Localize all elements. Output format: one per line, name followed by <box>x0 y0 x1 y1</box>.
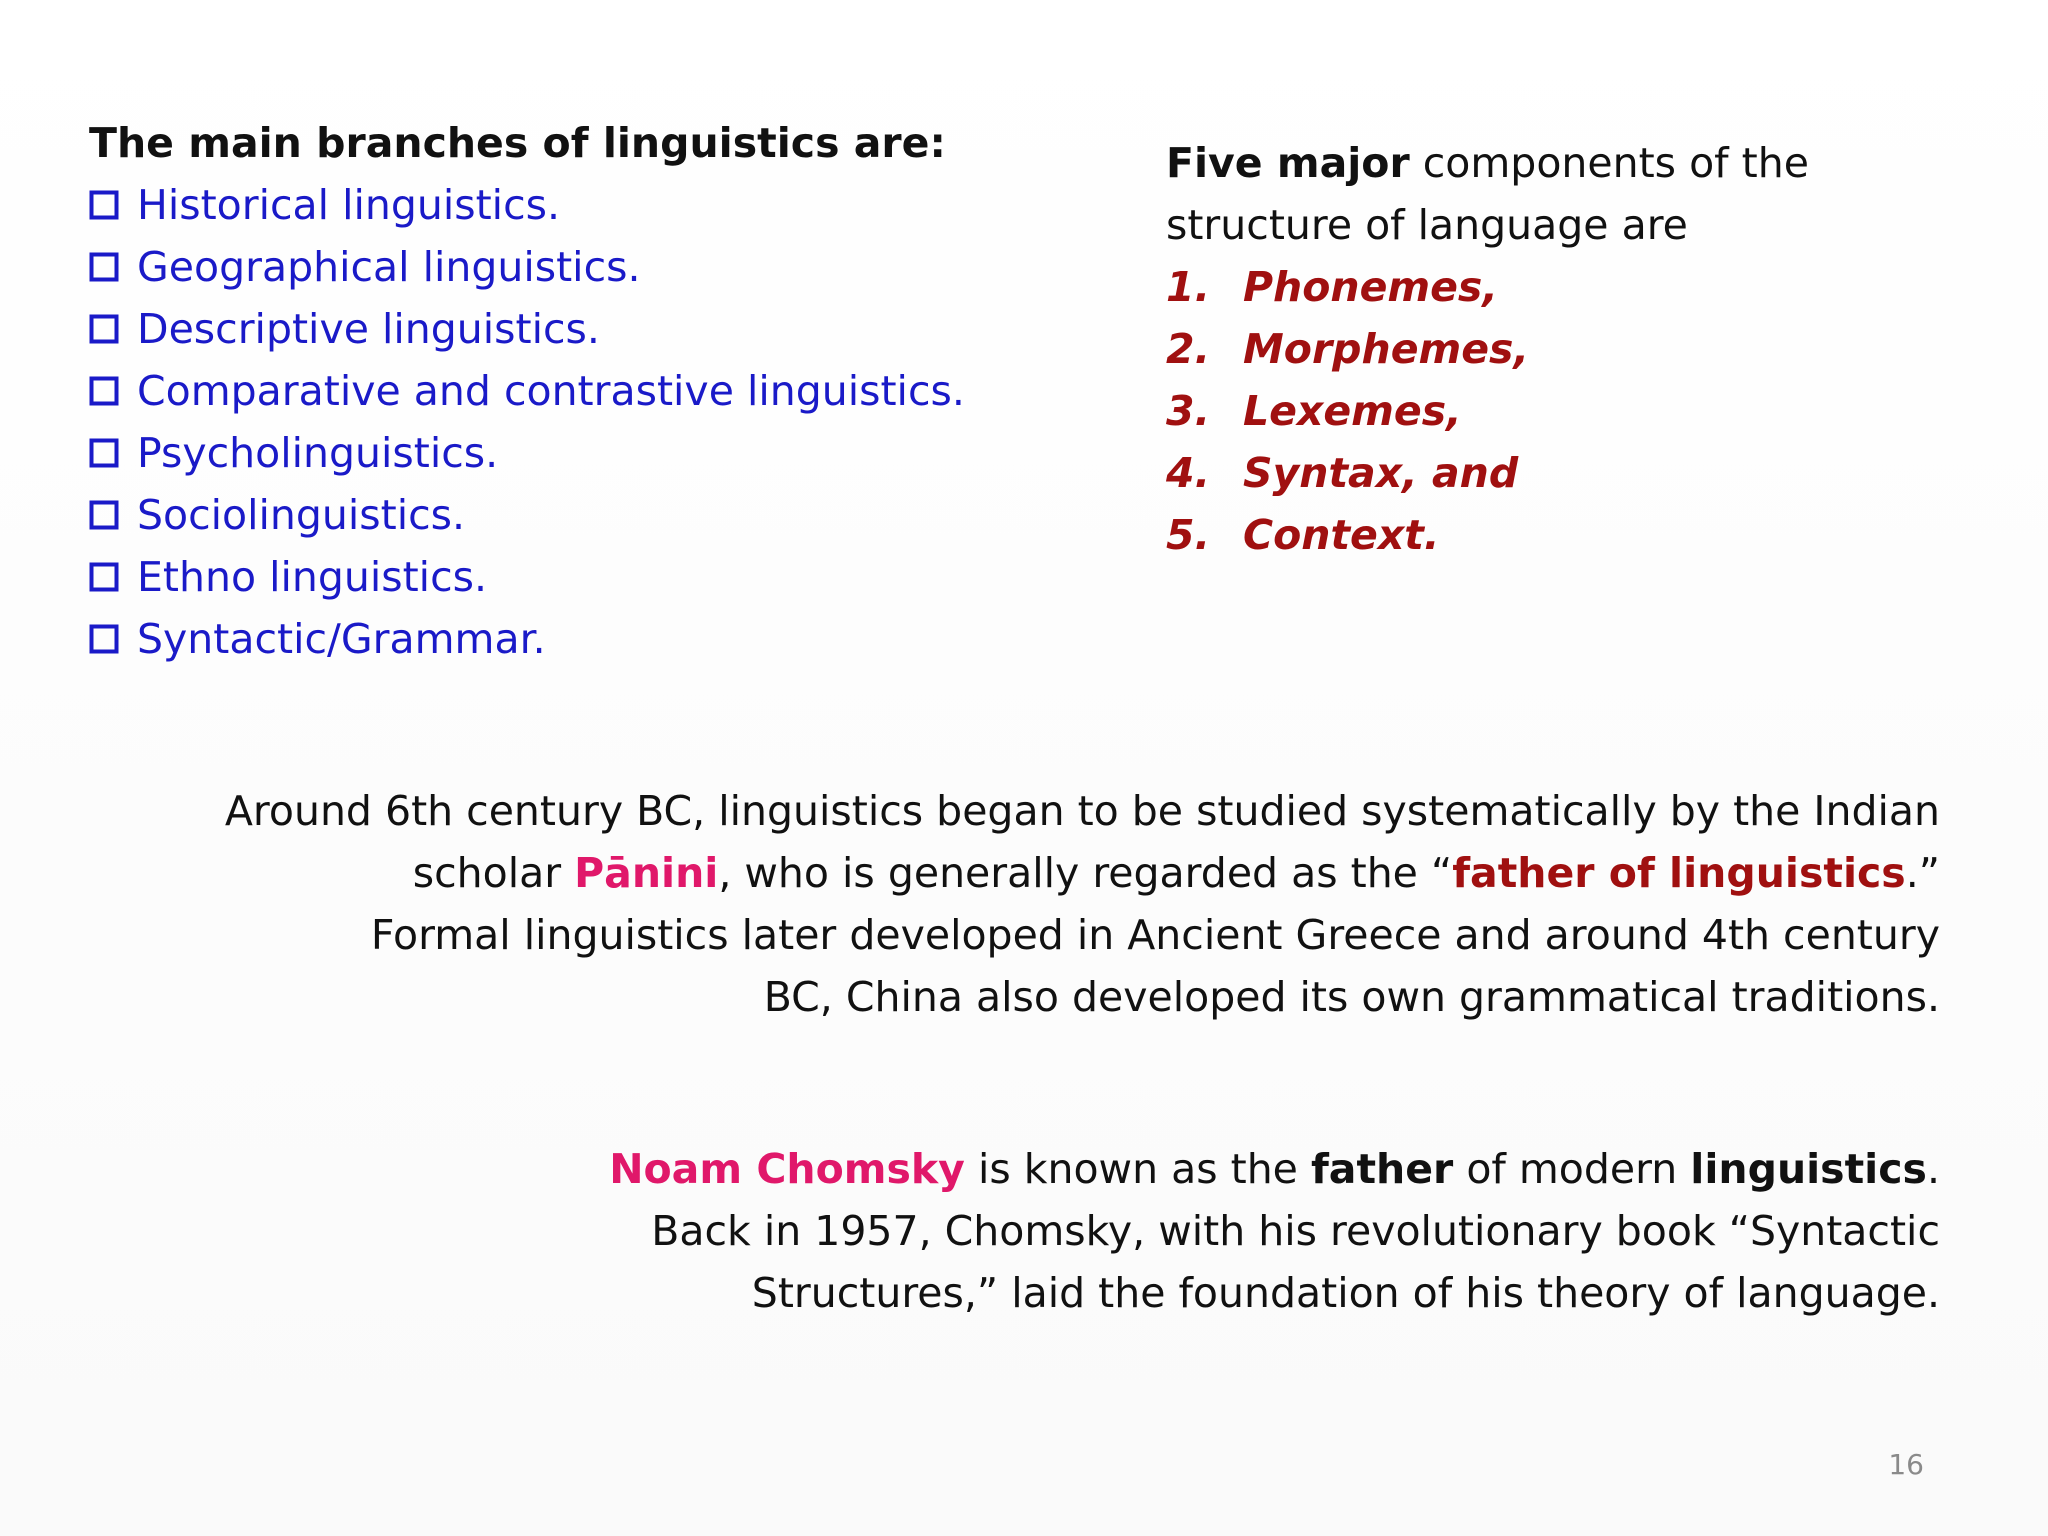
list-item <box>89 546 1049 608</box>
checkbox-square-icon <box>89 438 119 468</box>
list-item <box>89 236 1049 298</box>
chomsky-line-2: Back in 1957, Chomsky, with his revolutionary book “Syntactic <box>651 1207 1940 1255</box>
list-item <box>1166 256 1926 318</box>
component-label: Syntax, and <box>1243 449 1519 497</box>
list-item <box>89 298 1049 360</box>
components-intro <box>1166 132 1926 256</box>
component-number: 5. <box>1166 511 1211 559</box>
history-line-1: Around 6th century BC, linguistics began to be studied systematically by the Indian <box>224 787 1940 835</box>
component-label: Lexemes, <box>1243 387 1462 435</box>
checkbox-square-icon <box>89 562 119 592</box>
chomsky-line-1-a: is known as the <box>964 1145 1311 1193</box>
component-label: Morphemes, <box>1243 325 1530 373</box>
chomsky-line-1-c: of modern <box>1453 1145 1691 1193</box>
branch-label: Comparative and contrastive linguistics. <box>137 367 965 415</box>
list-item <box>89 608 1049 670</box>
components-intro-rest: components of the <box>1409 139 1809 187</box>
components-list <box>1166 256 1926 566</box>
chomsky-line-3: Structures,” laid the foundation of his theory of language. <box>751 1269 1940 1317</box>
list-item <box>1166 380 1926 442</box>
branch-label: Historical linguistics. <box>137 181 561 229</box>
checkbox-square-icon <box>89 500 119 530</box>
chomsky-line-1-father: father <box>1310 1145 1454 1193</box>
list-item <box>1166 318 1926 380</box>
component-label: Phonemes, <box>1243 263 1498 311</box>
component-number: 1. <box>1166 263 1211 311</box>
component-number: 3. <box>1166 387 1211 435</box>
chomsky-line-1-end: . <box>1926 1145 1940 1193</box>
checkbox-square-icon <box>89 624 119 654</box>
branch-label: Syntactic/Grammar. <box>137 615 546 663</box>
chomsky-line-1-linguistics: linguistics <box>1690 1145 1927 1193</box>
history-line-2-mid: , who is generally regarded as the “ <box>718 849 1453 897</box>
branch-label: Ethno linguistics. <box>137 553 488 601</box>
component-number: 4. <box>1166 449 1211 497</box>
components-section <box>1166 132 1926 566</box>
father-of-linguistics-title: father of linguistics <box>1452 849 1906 897</box>
branch-label: Geographical linguistics. <box>137 243 641 291</box>
branches-heading: The main branches of linguistics are: <box>89 119 946 167</box>
component-number: 2. <box>1166 325 1211 373</box>
branch-label: Descriptive linguistics. <box>137 305 600 353</box>
branch-label: Psycholinguistics. <box>137 429 499 477</box>
chomsky-paragraph <box>609 1138 1940 1324</box>
checkbox-square-icon <box>89 190 119 220</box>
history-line-2-end: .” <box>1905 849 1940 897</box>
list-item <box>89 484 1049 546</box>
history-line-2-pre: scholar <box>412 849 575 897</box>
list-item <box>1166 442 1926 504</box>
page-number: 16 <box>1888 1448 1924 1481</box>
history-line-3: Formal linguistics later developed in Ancient Greece and around 4th century <box>370 911 1940 959</box>
branch-label: Sociolinguistics. <box>137 491 466 539</box>
history-paragraph <box>225 780 1940 1028</box>
component-label: Context. <box>1243 511 1440 559</box>
list-item <box>89 174 1049 236</box>
components-intro-bold: Five major <box>1166 139 1410 187</box>
branch-list <box>89 174 1049 670</box>
checkbox-square-icon <box>89 376 119 406</box>
components-intro-line2: structure of language are <box>1166 201 1688 249</box>
panini-name: Pānini <box>574 849 719 897</box>
branches-section <box>89 112 1049 670</box>
list-item <box>89 360 1049 422</box>
checkbox-square-icon <box>89 314 119 344</box>
chomsky-name: Noam Chomsky <box>609 1145 965 1193</box>
list-item <box>1166 504 1926 566</box>
checkbox-square-icon <box>89 252 119 282</box>
history-line-4: BC, China also developed its own grammatical traditions. <box>763 973 1940 1021</box>
list-item <box>89 422 1049 484</box>
